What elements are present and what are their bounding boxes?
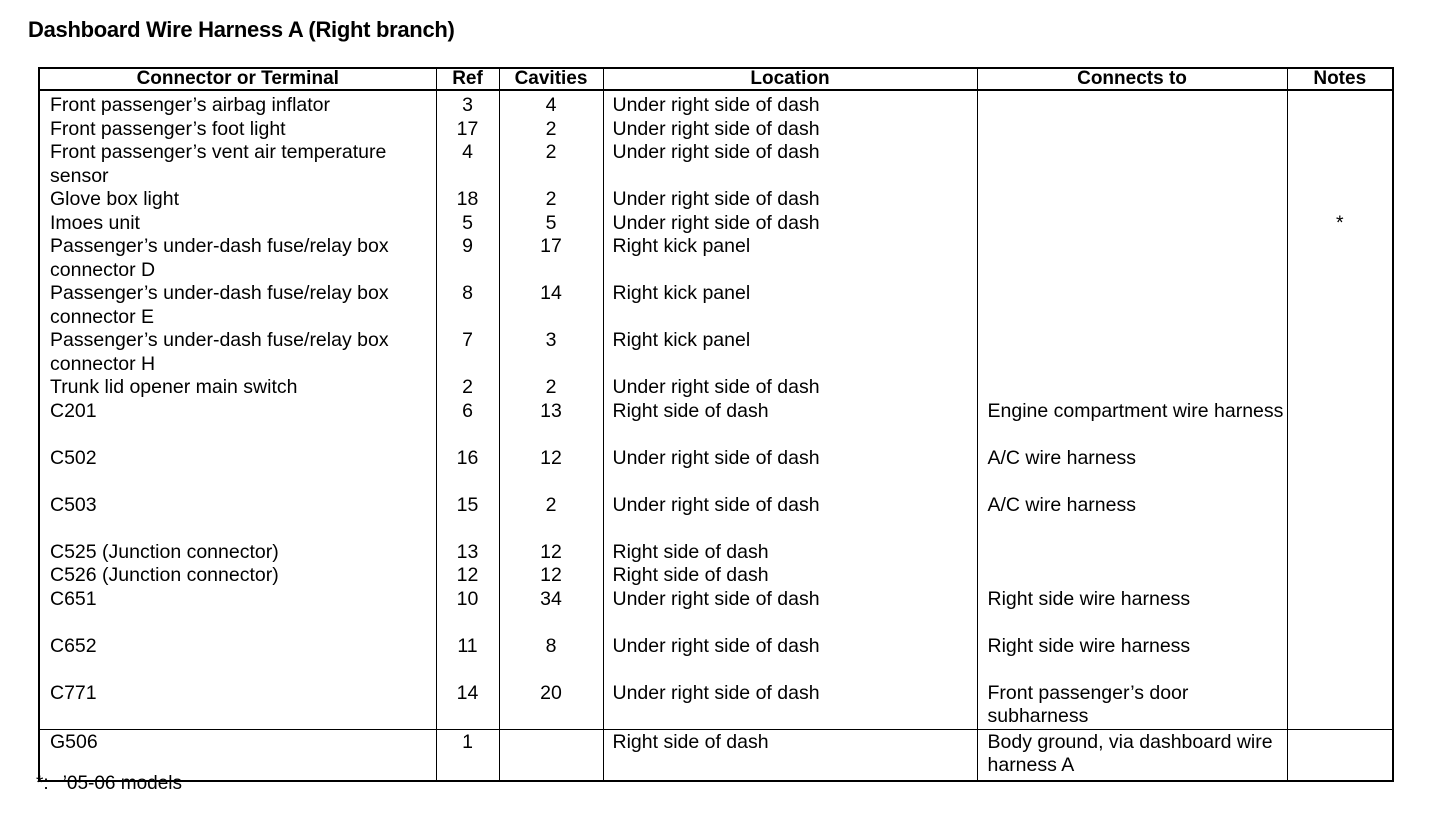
table-row (39, 329, 1393, 376)
table-row (39, 494, 1393, 541)
cell-connects-to (977, 212, 1287, 236)
cell-connects-to (977, 235, 1287, 282)
cell-connects-to: A/C wire harness (977, 494, 1287, 541)
table-row (39, 635, 1393, 682)
cell-connector: Imoes unit (39, 212, 436, 236)
cell-location: Under right side of dash (603, 588, 977, 635)
cell-ref: 11 (436, 635, 499, 682)
cell-notes (1287, 400, 1393, 447)
cell-notes (1287, 682, 1393, 730)
cell-ref: 18 (436, 188, 499, 212)
cell-notes (1287, 729, 1393, 781)
cell-notes (1287, 376, 1393, 400)
cell-ref: 14 (436, 682, 499, 730)
cell-notes (1287, 282, 1393, 329)
cell-ref: 10 (436, 588, 499, 635)
cell-location: Under right side of dash (603, 635, 977, 682)
cell-cavities (499, 729, 603, 781)
table-row (39, 141, 1393, 188)
cell-connector: C526 (Junction connector) (39, 564, 436, 588)
cell-notes (1287, 118, 1393, 142)
cell-location: Right kick panel (603, 235, 977, 282)
cell-location: Right side of dash (603, 564, 977, 588)
cell-notes (1287, 588, 1393, 635)
cell-cavities: 2 (499, 188, 603, 212)
cell-cavities: 5 (499, 212, 603, 236)
col-header-connects-to: Connects to (977, 68, 1287, 90)
cell-location: Under right side of dash (603, 376, 977, 400)
cell-notes: * (1287, 212, 1393, 236)
cell-cavities: 20 (499, 682, 603, 730)
cell-connector: Front passenger’s airbag inflator (39, 90, 436, 118)
cell-connects-to (977, 90, 1287, 118)
cell-connector: C652 (39, 635, 436, 682)
cell-connector: G506 (39, 729, 436, 781)
cell-connects-to: Engine compartment wire harness (977, 400, 1287, 447)
cell-cavities: 13 (499, 400, 603, 447)
table-row (39, 188, 1393, 212)
cell-connects-to: Body ground, via dashboard wire harness A (977, 729, 1287, 781)
table-row (39, 729, 1393, 781)
footnote (36, 773, 182, 795)
cell-location: Right side of dash (603, 541, 977, 565)
cell-ref: 16 (436, 447, 499, 494)
cell-connector: Trunk lid opener main switch (39, 376, 436, 400)
table-row (39, 118, 1393, 142)
col-header-cavities: Cavities (499, 68, 603, 90)
cell-connector: C502 (39, 447, 436, 494)
cell-connector: C525 (Junction connector) (39, 541, 436, 565)
cell-connector: C201 (39, 400, 436, 447)
cell-location: Under right side of dash (603, 141, 977, 188)
table-row (39, 400, 1393, 447)
footnote-mark: *: (36, 773, 49, 794)
cell-cavities: 2 (499, 118, 603, 142)
cell-ref: 5 (436, 212, 499, 236)
cell-cavities: 12 (499, 447, 603, 494)
cell-connects-to: Right side wire harness (977, 588, 1287, 635)
cell-connector: Front passenger’s vent air temperature sensor (39, 141, 436, 188)
cell-connector: Passenger’s under-dash fuse/relay box connector H (39, 329, 436, 376)
cell-location: Under right side of dash (603, 682, 977, 730)
cell-ref: 4 (436, 141, 499, 188)
cell-ref: 6 (436, 400, 499, 447)
cell-ref: 13 (436, 541, 499, 565)
cell-location: Under right side of dash (603, 212, 977, 236)
cell-connects-to (977, 541, 1287, 565)
cell-cavities: 2 (499, 141, 603, 188)
table-row (39, 541, 1393, 565)
cell-location: Under right side of dash (603, 188, 977, 212)
cell-connector: Front passenger’s foot light (39, 118, 436, 142)
cell-cavities: 8 (499, 635, 603, 682)
cell-connects-to (977, 141, 1287, 188)
col-header-notes: Notes (1287, 68, 1393, 90)
cell-ref: 7 (436, 329, 499, 376)
header-row (39, 68, 1393, 90)
cell-connector: Glove box light (39, 188, 436, 212)
cell-ref: 3 (436, 90, 499, 118)
table-row (39, 682, 1393, 730)
cell-cavities: 12 (499, 564, 603, 588)
cell-connector: C771 (39, 682, 436, 730)
cell-location: Under right side of dash (603, 90, 977, 118)
cell-connector: C503 (39, 494, 436, 541)
cell-notes (1287, 329, 1393, 376)
cell-ref: 8 (436, 282, 499, 329)
cell-location: Under right side of dash (603, 447, 977, 494)
cell-connects-to: Right side wire harness (977, 635, 1287, 682)
cell-connects-to (977, 118, 1287, 142)
cell-notes (1287, 188, 1393, 212)
table-row (39, 282, 1393, 329)
harness-table (38, 67, 1394, 782)
table-row (39, 564, 1393, 588)
cell-cavities: 2 (499, 494, 603, 541)
cell-connects-to: A/C wire harness (977, 447, 1287, 494)
cell-connector: C651 (39, 588, 436, 635)
table-row (39, 212, 1393, 236)
cell-location: Right kick panel (603, 282, 977, 329)
cell-notes (1287, 564, 1393, 588)
col-header-ref: Ref (436, 68, 499, 90)
cell-ref: 2 (436, 376, 499, 400)
cell-notes (1287, 235, 1393, 282)
cell-cavities: 2 (499, 376, 603, 400)
cell-notes (1287, 541, 1393, 565)
cell-connects-to (977, 282, 1287, 329)
cell-cavities: 12 (499, 541, 603, 565)
cell-notes (1287, 635, 1393, 682)
page-title: Dashboard Wire Harness A (Right branch) (28, 17, 455, 42)
col-header-location: Location (603, 68, 977, 90)
footnote-text: ’05-06 models (62, 773, 183, 794)
cell-notes (1287, 90, 1393, 118)
cell-location: Under right side of dash (603, 118, 977, 142)
table-row (39, 447, 1393, 494)
cell-notes (1287, 494, 1393, 541)
cell-connector: Passenger’s under-dash fuse/relay box connector D (39, 235, 436, 282)
cell-connects-to: Front passenger’s door subharness (977, 682, 1287, 730)
table-row (39, 90, 1393, 118)
cell-connects-to (977, 329, 1287, 376)
cell-connects-to (977, 564, 1287, 588)
cell-connects-to (977, 376, 1287, 400)
cell-ref: 15 (436, 494, 499, 541)
cell-cavities: 14 (499, 282, 603, 329)
cell-cavities: 3 (499, 329, 603, 376)
table-row (39, 376, 1393, 400)
cell-cavities: 34 (499, 588, 603, 635)
col-header-connector: Connector or Terminal (39, 68, 436, 90)
table-row (39, 588, 1393, 635)
cell-cavities: 17 (499, 235, 603, 282)
cell-notes (1287, 141, 1393, 188)
cell-location: Right side of dash (603, 400, 977, 447)
cell-ref: 9 (436, 235, 499, 282)
cell-connects-to (977, 188, 1287, 212)
cell-location: Right kick panel (603, 329, 977, 376)
cell-notes (1287, 447, 1393, 494)
table-row (39, 235, 1393, 282)
cell-connector: Passenger’s under-dash fuse/relay box connector E (39, 282, 436, 329)
cell-location: Under right side of dash (603, 494, 977, 541)
cell-ref: 17 (436, 118, 499, 142)
cell-location: Right side of dash (603, 729, 977, 781)
cell-cavities: 4 (499, 90, 603, 118)
cell-ref: 1 (436, 729, 499, 781)
cell-ref: 12 (436, 564, 499, 588)
